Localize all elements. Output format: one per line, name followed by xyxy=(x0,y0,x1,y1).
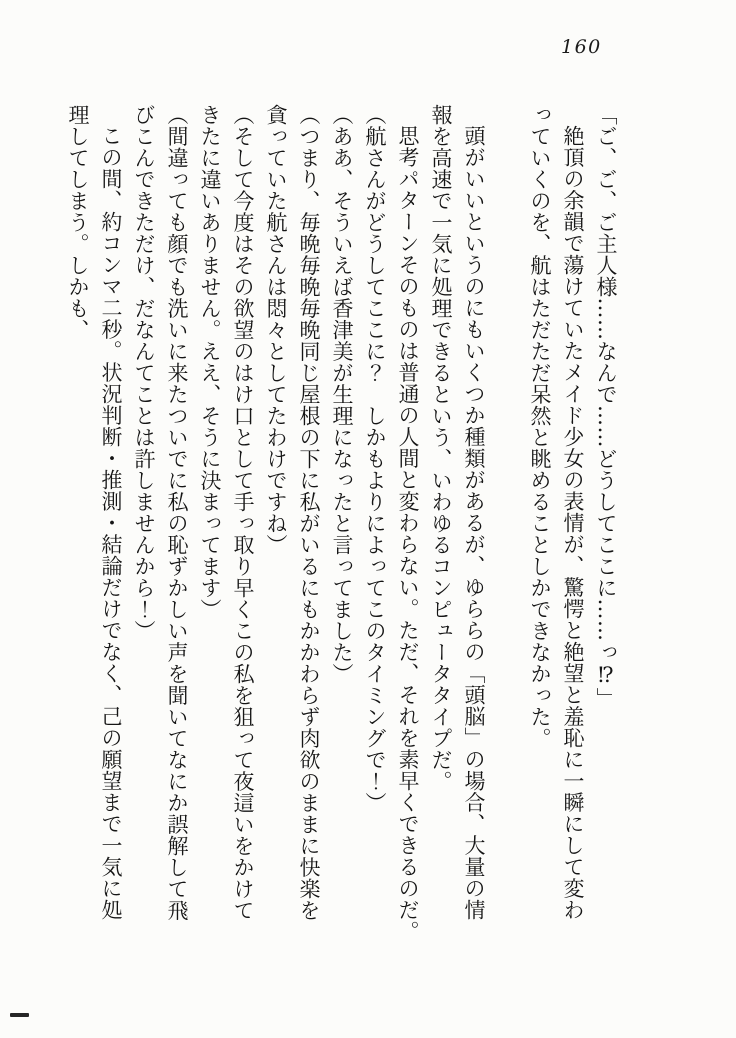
scan-artifact-dash xyxy=(10,1013,29,1017)
text-column: この間、約コンマ二秒。状況判断・推測・結論だけでなく、己の願望まで一気に処 xyxy=(99,125,123,921)
text-column: びこんできただけ、だなんてことは許しませんから！） xyxy=(132,104,156,642)
vertical-text-block xyxy=(61,104,622,942)
text-column: （間違っても顔でも洗いに来たついでに私の恥ずかしい声を聞いてなにか誤解して飛 xyxy=(165,104,189,921)
text-column: 貪っていた航さんは悶々としてたわけですね） xyxy=(264,104,288,556)
text-column: っていくのを、航はただただ呆然と眺めることしかできなかった。 xyxy=(528,104,552,749)
text-column: （航さんがどうしてここに？ しかもよりによってこのタイミングで！） xyxy=(363,104,387,814)
text-column: 報を高速で一気に処理できるという、いわゆるコンピュータタイプだ。 xyxy=(429,104,453,792)
text-column: きたに違いありません。ええ、そうに決まってます） xyxy=(198,104,222,620)
text-column: 絶頂の余韻で蕩けていたメイド少女の表情が、驚愕と絶望と羞恥に一瞬にして変わ xyxy=(561,125,585,921)
text-column: 頭がいいというのにもいくつか種類があるが、ゆららの「頭脳」の場合、大量の情 xyxy=(462,125,486,921)
text-column: （ああ、そういえば香津美が生理になったと言ってました） xyxy=(330,104,354,685)
text-column: （そして今度はその欲望のはけ口として手っ取り早くこの私を狙って夜這いをかけて xyxy=(231,104,255,921)
text-column: 理してしまう。しかも、 xyxy=(66,104,90,341)
text-column: 「ご、ご、ご主人様……なんで……どうしてここに……っ⁉」 xyxy=(594,104,618,709)
text-column: 思考パターンそのものは普通の人間と変わらない。ただ、それを素早くできるのだ。 xyxy=(396,125,420,942)
section-break-gap xyxy=(490,104,523,942)
page-number: 160 xyxy=(561,36,602,58)
text-column: （つまり、毎晩毎晩毎晩同じ屋根の下に私がいるにもかかわらず肉欲のままに快楽を xyxy=(297,104,321,921)
